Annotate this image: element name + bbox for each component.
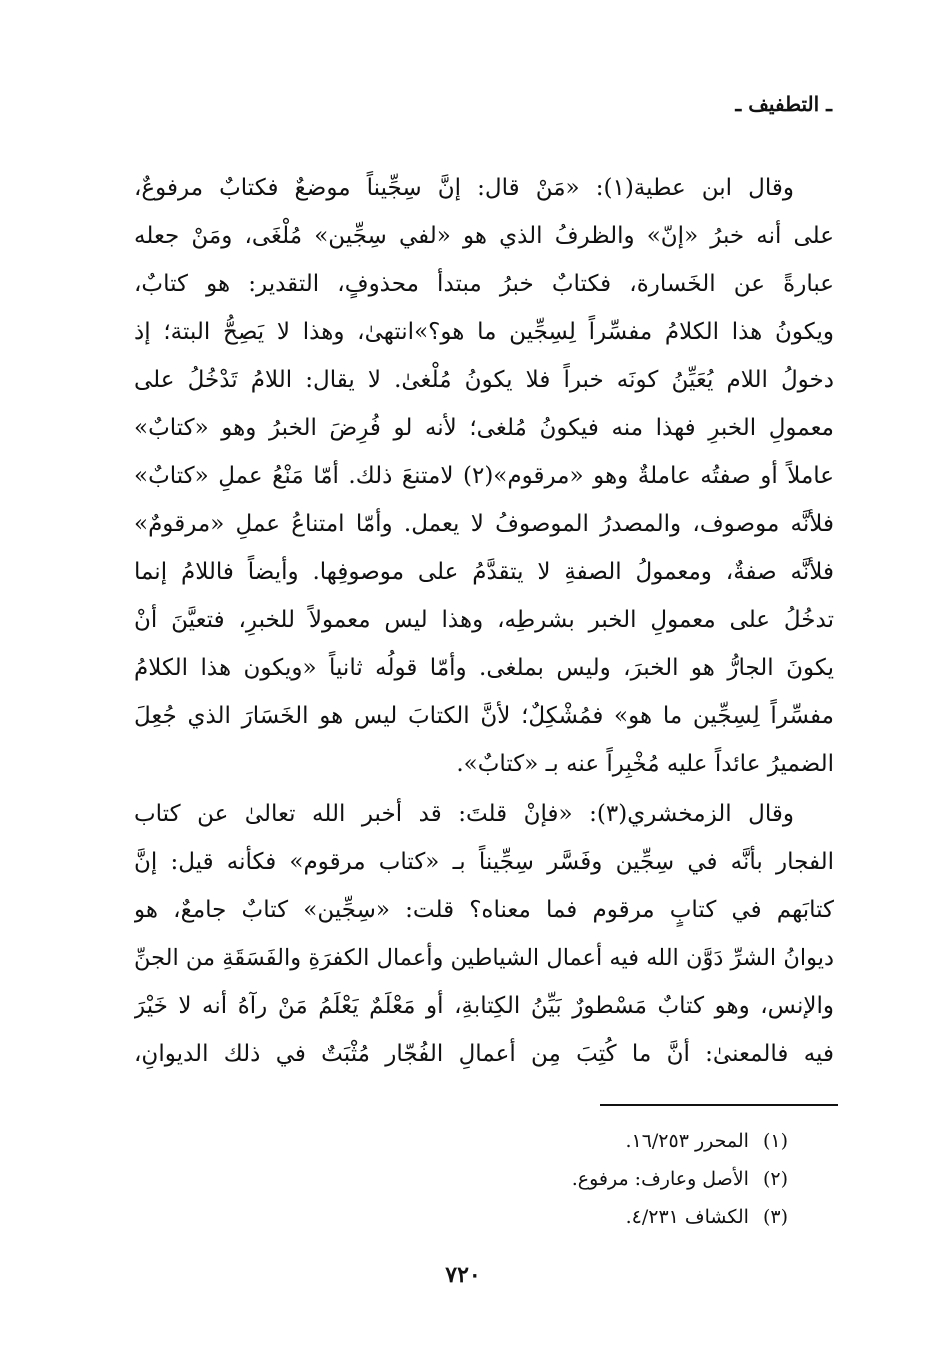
text-line: وقال الزمخشري(٣): «فإنْ قلتَ: قد أخبر الله تعالىٰ عن كتاب	[134, 801, 794, 827]
text-line: ديوانُ الشرِّ دَوَّن الله فيه أعمال الشياطين وأعمال الكفرَةِ والفَسَقَةِ من الجنِّ	[134, 945, 834, 971]
text-line: الضميرُ عائداً عليه مُخْبِراً عنه بـ «كتابٌ».	[456, 751, 834, 777]
text-line: معمولِ الخبرِ فهذا منه فيكونُ مُلغى؛ لأنه لو فُرِضَ الخبرُ وهو «كتابٌ»	[134, 415, 834, 441]
text-line: مفسِّراً لِسِجِّين ما هو» فمُشْكِلٌ؛ لأنَّ الكتابَ ليس هو الخَسَارَ الذي جُعِلَ	[134, 703, 834, 729]
text-line: دخولُ اللام يُعَيِّنُ كونَه خبراً فلا يكونُ مُلْغىٰ. لا يقال: اللامُ تَدْخُلُ على	[134, 367, 834, 393]
footnote-text: المحرر ١٦/٢٥٣.	[625, 1130, 749, 1152]
footnote	[488, 1198, 788, 1236]
footnote-number: (١)	[762, 1130, 788, 1152]
footnote-text: الكشاف ٤/٢٣١.	[625, 1206, 749, 1228]
footnote	[488, 1122, 788, 1160]
text-line: ويكونُ هذا الكلامُ مفسِّراً لِسِجِّين ما هو؟»انتهىٰ، وهذا لا يَصِحُّ البتة؛ إذ	[134, 319, 834, 345]
page-number: ٧٢٠	[445, 1262, 481, 1288]
text-line: والإنس، وهو كتابٌ مَسْطورٌ بَيِّنُ الكِتابةِ، أو مَعْلَمٌ يَعْلَمُ مَنْ رآهُ أنه لا خَيْرَ	[134, 993, 834, 1019]
footnotes	[488, 1122, 788, 1236]
text-line: يكونَ الجارُّ هو الخبرَ، وليس بملغى. وأمّا قولُه ثانياً «ويكون هذا الكلامُ	[134, 655, 834, 681]
paragraph	[134, 164, 834, 788]
footnote	[488, 1160, 788, 1198]
text-line: وقال ابن عطية(١): «مَنْ قال: إنَّ سِجِّيناً موضعٌ فكتابٌ مرفوعٌ،	[134, 175, 795, 201]
text-line: كتابَهم في كتابٍ مرقوم فما معناه؟ قلت: «سِجِّين» كتابٌ جامعٌ، هو	[134, 897, 834, 923]
text-line: عاملاً أو صفتُه عاملةٌ وهو «مرقوم»(٢) لامتنعَ ذلك. أمّا مَنْعُ عملِ «كتابٌ»	[134, 463, 834, 489]
text-line: فلأنَّه موصوف، والمصدرُ الموصوفُ لا يعمل. وأمّا امتناعُ عملِ «مرقومٌ»	[134, 511, 834, 537]
text-line: فلأنَّه صفةٌ، ومعمولُ الصفةِ لا يتقدَّمُ على موصوفِها. وأيضاً فاللامُ إنما	[134, 559, 834, 585]
text-line: الفجار بأنَّه في سِجِّين وفَسَّر سِجِّيناً بـ «كتاب مرقوم» فكأنه قيل: إنَّ	[134, 849, 834, 875]
running-head: ـ التطفيف ـ	[735, 92, 832, 116]
text-line: فيه فالمعنىٰ: أنَّ ما كُتِبَ مِن أعمالِ الفُجّار مُثْبَتٌ في ذلك الديوانِ،	[134, 1041, 834, 1067]
text-line: عبارةً عن الخَسارة، فكتابٌ خبرُ مبتدأ محذوفٍ، التقدير: هو كتابٌ،	[134, 271, 834, 297]
text-line: على أنه خبرُ «إنّ» والظرفُ الذي هو «لفي سِجِّين» مُلْغَى، ومَنْ جعله	[134, 223, 834, 249]
footnote-divider	[600, 1104, 838, 1106]
footnote-number: (٣)	[762, 1206, 788, 1228]
text-line: تدخُلُ على معمولِ الخبر بشرطِه، وهذا ليس معمولاً للخبرِ، فتعيَّنَ أنْ	[134, 607, 834, 633]
footnote-text: الأصل وعارف: مرفوع.	[571, 1168, 749, 1190]
footnote-number: (٢)	[762, 1168, 788, 1190]
paragraph	[134, 790, 834, 1078]
